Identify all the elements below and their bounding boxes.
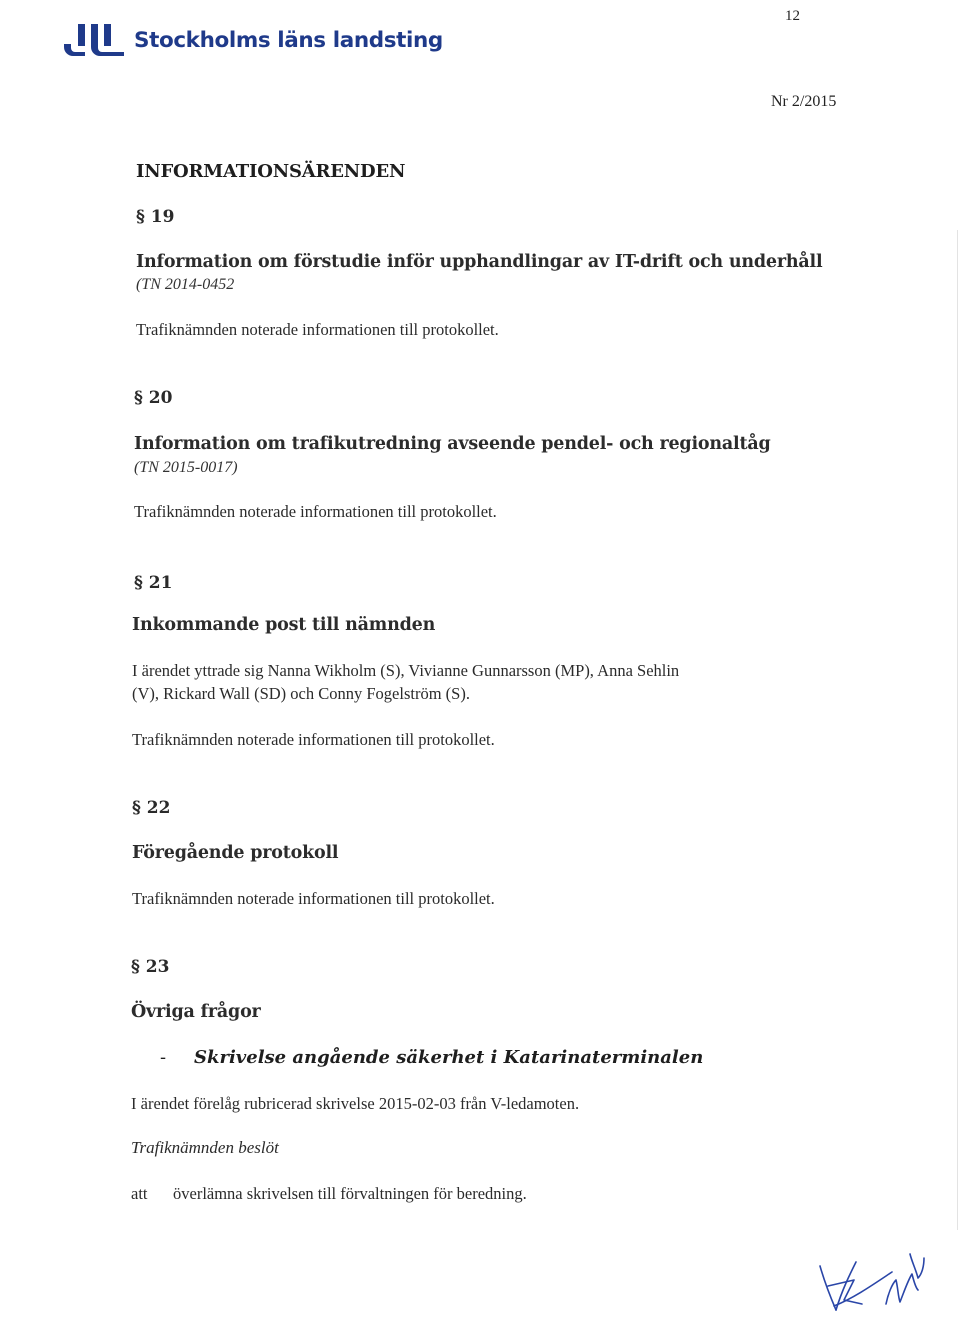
- organization-name: Stockholms läns landsting: [134, 28, 443, 53]
- list-item-text: Skrivelse angående säkerhet i Katarinaterminalen: [194, 1047, 704, 1068]
- section-23-body: I ärendet förelåg rubricerad skrivelse 2015-02-03 från V-ledamoten.: [131, 1094, 580, 1113]
- section-21-body-line-2: (V), Rickard Wall (SD) och Conny Fogelström (S).: [132, 684, 470, 703]
- section-19-title: Information om förstudie inför upphandlingar av IT-drift och underhåll: [136, 252, 823, 272]
- att-label: att: [131, 1184, 148, 1203]
- paragraph-number-21: § 21: [134, 573, 173, 593]
- paragraph-number-23: § 23: [131, 957, 170, 977]
- section-21-body-line-1: I ärendet yttrade sig Nanna Wikholm (S), Vivianne Gunnarsson (MP), Anna Sehlin: [132, 661, 680, 680]
- paragraph-number-22: § 22: [132, 798, 171, 818]
- handwritten-initials-signature: [814, 1240, 934, 1322]
- section-22-title: Föregående protokoll: [132, 843, 339, 863]
- main-heading: INFORMATIONSÄRENDEN: [136, 161, 406, 182]
- sll-logo-icon: [64, 22, 126, 56]
- section-20-title: Information om trafikutredning avseende pendel- och regionaltåg: [134, 434, 771, 454]
- section-23-title: Övriga frågor: [131, 1002, 261, 1022]
- section-23-list-item: [160, 1047, 703, 1068]
- issue-number: Nr 2/2015: [771, 93, 837, 110]
- decision-label: Trafiknämnden beslöt: [131, 1138, 279, 1157]
- section-22-body: Trafiknämnden noterade informationen till protokollet.: [132, 889, 495, 908]
- paragraph-number-20: § 20: [134, 388, 173, 408]
- decision-text: överlämna skrivelsen till förvaltningen för beredning.: [173, 1184, 527, 1203]
- page-edge-shadow: [957, 230, 958, 1230]
- section-19-reference: (TN 2014-0452: [136, 276, 235, 293]
- section-19-body: Trafiknämnden noterade informationen till protokollet.: [136, 320, 499, 339]
- page-number: 12: [785, 8, 800, 24]
- section-21-title: Inkommande post till nämnden: [132, 615, 436, 635]
- section-20-reference: (TN 2015-0017): [134, 459, 238, 476]
- paragraph-number-19: § 19: [136, 207, 175, 227]
- section-21-decision: Trafiknämnden noterade informationen till protokollet.: [132, 730, 495, 749]
- decision-line: [131, 1184, 527, 1204]
- section-20-body: Trafiknämnden noterade informationen till protokollet.: [134, 502, 497, 521]
- list-dash: -: [160, 1047, 167, 1068]
